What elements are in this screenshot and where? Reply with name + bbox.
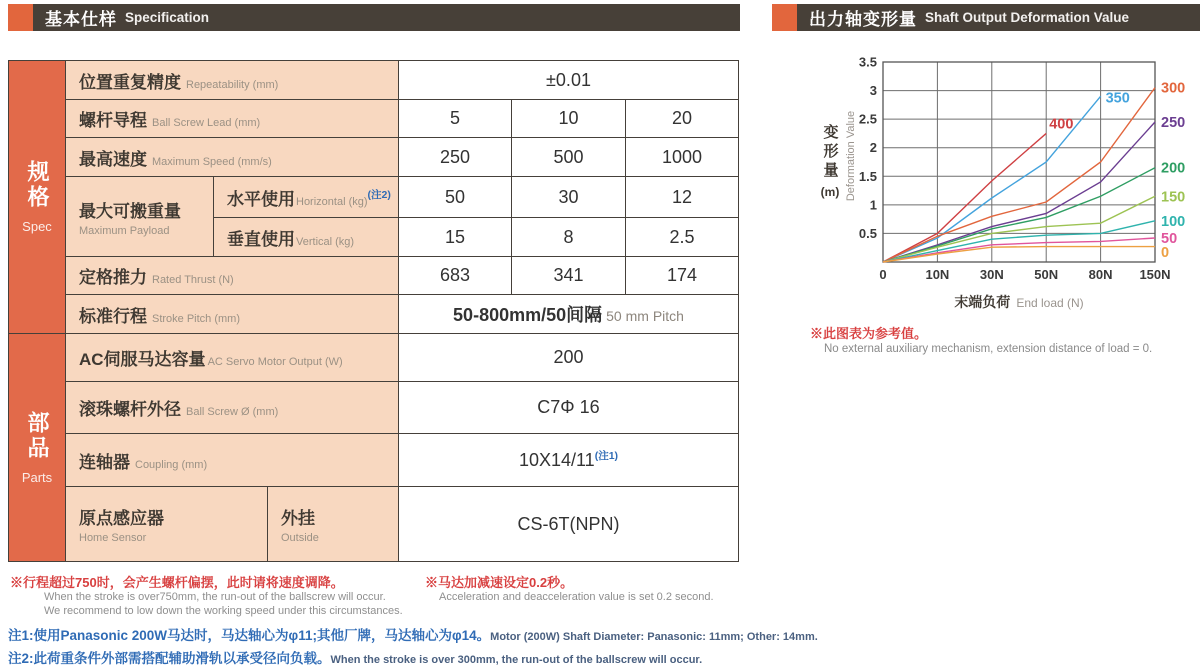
series-label-350: 350	[1105, 90, 1130, 107]
row-label-max-payload: 最大可搬重量 Maximum Payload	[66, 177, 214, 257]
footnote-ref-1: (注1)	[594, 449, 619, 462]
row-label-horizontal: 水平使用Horizontal (kg)$^{(注2)}$	[214, 177, 399, 218]
section-band-spec	[9, 61, 66, 334]
section-title-en: Specification	[125, 10, 210, 25]
y-tick-label: 3.5	[858, 54, 877, 70]
table-row	[9, 334, 739, 382]
value-motor: 200	[399, 334, 739, 382]
row-label-max-speed: 最高速度 Maximum Speed (mm/s)	[66, 138, 399, 177]
band-label-en: Spec	[22, 219, 52, 234]
series-line-300	[883, 88, 1155, 262]
value-home-sensor: CS-6T(NPN)	[399, 487, 739, 562]
x-tick-label: 80N	[1088, 267, 1113, 282]
section-header-deformation	[772, 4, 1200, 31]
value-speed-2: 500	[512, 138, 626, 177]
series-label-0: 0	[1161, 245, 1170, 261]
section-header-specification	[8, 4, 740, 31]
series-label-50: 50	[1161, 231, 1178, 247]
value-screw-diameter: C7Φ 16	[399, 382, 739, 434]
value-lead-20: 20	[626, 100, 739, 138]
x-tick-label: 10N	[925, 267, 950, 282]
x-tick-label: 150N	[1139, 267, 1171, 282]
value-stroke: 50-800mm/50间隔 50 mm Pitch	[399, 295, 739, 334]
series-label-150: 150	[1161, 189, 1186, 206]
value-horizontal-2: 30	[512, 177, 626, 218]
table-row	[9, 177, 739, 218]
x-axis-title: 末端负荷 End load (N)	[954, 294, 1084, 310]
value-horizontal-1: 50	[399, 177, 512, 218]
y-tick-label: 3	[869, 83, 877, 99]
value-speed-3: 1000	[626, 138, 739, 177]
note-1: 注1:使用Panasonic 200W马达时，马达轴心为φ11;其他厂牌，马达轴心为φ14。Motor (200W) Shaft Diameter: Panasonic: 11mm; Other: 14mm.	[8, 628, 818, 643]
band-label-zh: 部品	[25, 410, 50, 461]
band-label-zh: 规格	[25, 160, 50, 210]
deformation-chart-panel	[772, 40, 1200, 370]
y-tick-label: 1.5	[858, 168, 877, 184]
deformation-line-chart	[821, 52, 1199, 302]
table-row	[9, 487, 739, 562]
value-thrust-3: 174	[626, 257, 739, 295]
table-row	[9, 257, 739, 295]
value-vertical-2: 8	[512, 218, 626, 257]
value-lead-5: 5	[399, 100, 512, 138]
row-label-coupling: 连轴器 Coupling (mm)	[66, 434, 399, 487]
row-label-rated-thrust: 定格推力 Rated Thrust (N)	[66, 257, 399, 295]
value-thrust-1: 683	[399, 257, 512, 295]
row-label-servo-motor: AC伺服马达容量 AC Servo Motor Output (W)	[66, 334, 399, 382]
chart-reference-note: ※此图表为参考值。 No external auxiliary mechanism, extension distance of load = 0.	[810, 326, 1153, 355]
y-tick-label: 2	[869, 140, 877, 156]
table-row	[9, 434, 739, 487]
row-label-home-sensor: 原点感应器 Home Sensor	[66, 487, 268, 562]
row-label-ball-screw-diameter: 滚珠螺杆外径 Ball Screw Ø (mm)	[66, 382, 399, 434]
value-coupling: 10X14/11$^{(注1)}$	[399, 434, 739, 487]
x-tick-label: 50N	[1034, 267, 1059, 282]
value-repeatability: ±0.01	[399, 61, 739, 100]
table-row	[9, 138, 739, 177]
series-line-400	[883, 133, 1046, 262]
table-row	[9, 100, 739, 138]
table-row	[9, 61, 739, 100]
series-label-200: 200	[1161, 160, 1186, 177]
section-title-zh: 出力轴变形量	[809, 10, 917, 29]
row-label-vertical: 垂直使用Vertical (kg)	[214, 218, 399, 257]
band-label-en: Parts	[21, 469, 53, 485]
numbered-notes	[8, 622, 1198, 666]
series-label-100: 100	[1161, 213, 1186, 230]
table-row	[9, 382, 739, 434]
row-label-ball-screw-lead: 螺杆导程 Ball Screw Lead (mm)	[66, 100, 399, 138]
y-tick-label: 2.5	[858, 111, 877, 127]
note-2: 注2:此荷重条件外部需搭配辅助滑轨以承受径向负载。When the stroke is over 300mm, the run-out of the ballscrew will occur.	[8, 651, 703, 666]
accent-square-icon	[8, 4, 33, 31]
y-axis-title-zh: 变形量 (m)	[820, 124, 840, 199]
table-row	[9, 295, 739, 334]
row-label-repeatability: 位置重复精度 Repeatability (mm)	[66, 61, 399, 100]
footnote-acceleration: ※马达加减速设定0.2秒。 Acceleration and deacceleration value is set 0.2 second.	[425, 575, 714, 603]
series-label-300: 300	[1161, 80, 1186, 97]
series-line-150	[883, 196, 1155, 262]
value-lead-10: 10	[512, 100, 626, 138]
y-tick-label: 0.5	[858, 225, 877, 241]
x-tick-label: 30N	[979, 267, 1004, 282]
value-vertical-3: 2.5	[626, 218, 739, 257]
value-speed-1: 250	[399, 138, 512, 177]
row-label-stroke-pitch: 标准行程 Stroke Pitch (mm)	[66, 295, 399, 334]
value-thrust-2: 341	[512, 257, 626, 295]
footnote-ref-2: (注2)	[367, 188, 391, 201]
row-label-outside: 外挂 Outside	[268, 487, 399, 562]
y-tick-label: 1	[869, 197, 877, 213]
section-band-parts	[9, 334, 66, 562]
series-line-200	[883, 168, 1155, 262]
specification-table	[8, 60, 739, 562]
x-tick-label: 0	[879, 267, 887, 282]
accent-square-icon	[772, 4, 797, 31]
section-title-en: Shaft Output Deformation Value	[925, 10, 1130, 25]
section-title-zh: 基本仕样	[45, 10, 117, 29]
footnote-stroke-warning: ※行程超过750时，会产生螺杆偏摆，此时请将速度调降。 When the stroke is over750mm, the run-out of the ballscrew will occur. We recommend to low down the working speed under this circumstances.	[10, 575, 403, 617]
y-axis-title-en: Deformation Value	[845, 110, 857, 202]
value-vertical-1: 15	[399, 218, 512, 257]
series-label-400: 400	[1049, 116, 1074, 133]
value-horizontal-3: 12	[626, 177, 739, 218]
series-label-250: 250	[1161, 115, 1186, 131]
